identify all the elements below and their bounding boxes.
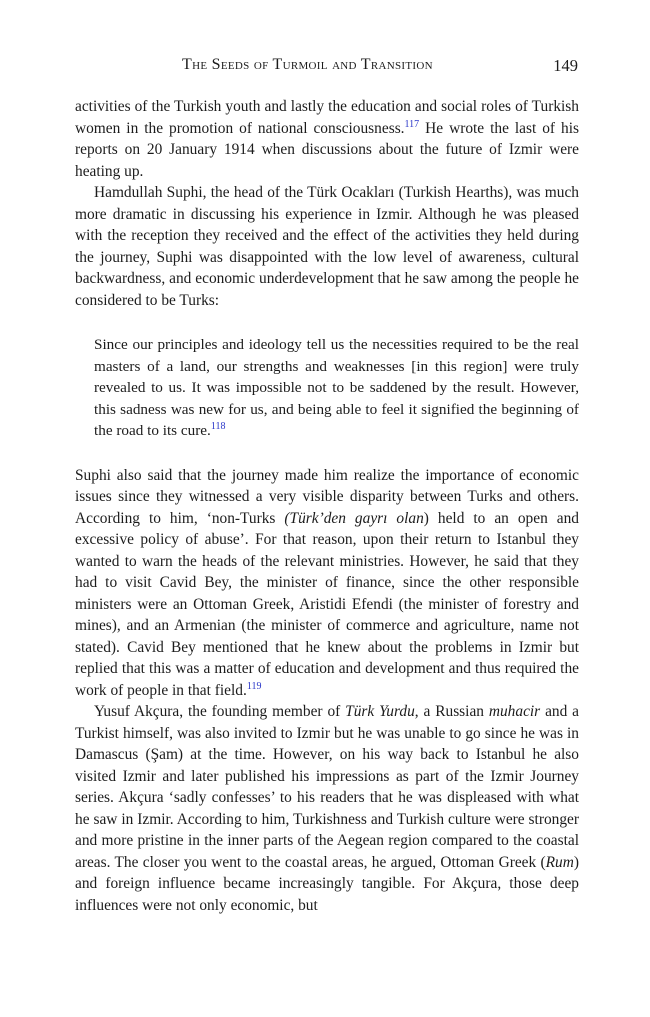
paragraph-4-text-2: , a Russian bbox=[414, 703, 489, 720]
paragraph-3 bbox=[75, 465, 579, 702]
paragraph-4-text-4: ) and foreign influence became increasingly tangible. For Akçura, those deep influences were not only economic, but bbox=[75, 853, 579, 914]
footnote-ref-117[interactable]: 117 bbox=[404, 118, 420, 130]
paragraph-3-text: Suphi also said that the journey made him realize the importance of economic issues since they witnessed a very visible disparity between Turks and others. According to him, ‘non-Turks bbox=[75, 466, 579, 527]
paragraph-1 bbox=[75, 96, 579, 182]
page-number: 149 bbox=[553, 56, 578, 75]
paragraph-4-italic-rum: Rum bbox=[545, 853, 574, 871]
block-quote-text: Since our principles and ideology tell us the necessities required to be the real masters of a land, our strengths and weaknesses [in this region] were truly revealed to us. It was impossible not to be saddened by the result. However, this sadness was new for us, and being able to feel it signified the beginning of the road to its cure. bbox=[94, 336, 579, 439]
paragraph-3-italic-term: (Türk’den gayrı olan bbox=[284, 509, 424, 527]
paragraph-4-text-3: and a Turkist himself, was also invited to Izmir but he was unable to go since he was in Damascus (Şam) at the time. However, on his way back to Istanbul he also visited Izmir and later published his impressions as part of the Izmir Journey series. Akçura ‘sadly confesses’ to his readers that he was displeased with what he saw in Izmir. According to him, Turkishness and Turkish culture were stronger and more pristine in the inner parts of the Aegean region compared to the coastal areas. The closer you went to the coastal areas, he argued, Ottoman Greek ( bbox=[75, 703, 580, 871]
paragraph-2 bbox=[75, 182, 579, 311]
main-text bbox=[75, 96, 579, 916]
paragraph-4-text: Yusuf Akçura, the founding member of bbox=[94, 703, 346, 720]
paragraph-1-text-cont: He wrote the last of his reports on 20 January 1914 when discussions about the future of Izmir were heating up. bbox=[75, 119, 579, 180]
paragraph-2-text: Hamdullah Suphi, the head of the Türk Ocakları (Turkish Hearths), was much more dramatic in discussing his experience in Izmir. Although he was pleased with the reception they received and the effect of the activities they held during the journey, Suphi was disappointed with the low level of awareness, cultural backwardness, and economic underdevelopment that he saw among the people he considered to be Turks: bbox=[75, 184, 579, 309]
paragraph-3-text-cont: ) held to an open and excessive policy of abuse’. For that reason, upon their return to Istanbul they wanted to warn the heads of the relevant ministries. However, he said that they had to visit Cavid Bey, the minister of finance, since the other responsible ministers were an Ottoman Greek, Aristidi Efendi (the minister of forestry and mines), and an Armenian (the minister of commerce and agriculture, name not stated). Cavid Bey mentioned that he knew about the problems in Izmir but replied that this was a matter of education and development and thus required the work of people in that field. bbox=[75, 509, 579, 699]
footnote-ref-118[interactable]: 118 bbox=[210, 420, 226, 432]
paragraph-1-text: activities of the Turkish youth and lastly the education and social roles of Turkish women in the promotion of national consciousness. bbox=[75, 98, 579, 137]
footnote-ref-119[interactable]: 119 bbox=[246, 680, 262, 692]
paragraph-4 bbox=[75, 701, 579, 916]
running-header bbox=[0, 56, 650, 78]
paragraph-4-italic-journal: Türk Yurdu bbox=[345, 703, 415, 720]
paragraph-4-italic-muhacir: muhacir bbox=[488, 703, 541, 720]
block-quote bbox=[94, 334, 579, 442]
running-title: The Seeds of Turmoil and Transition bbox=[182, 56, 433, 73]
